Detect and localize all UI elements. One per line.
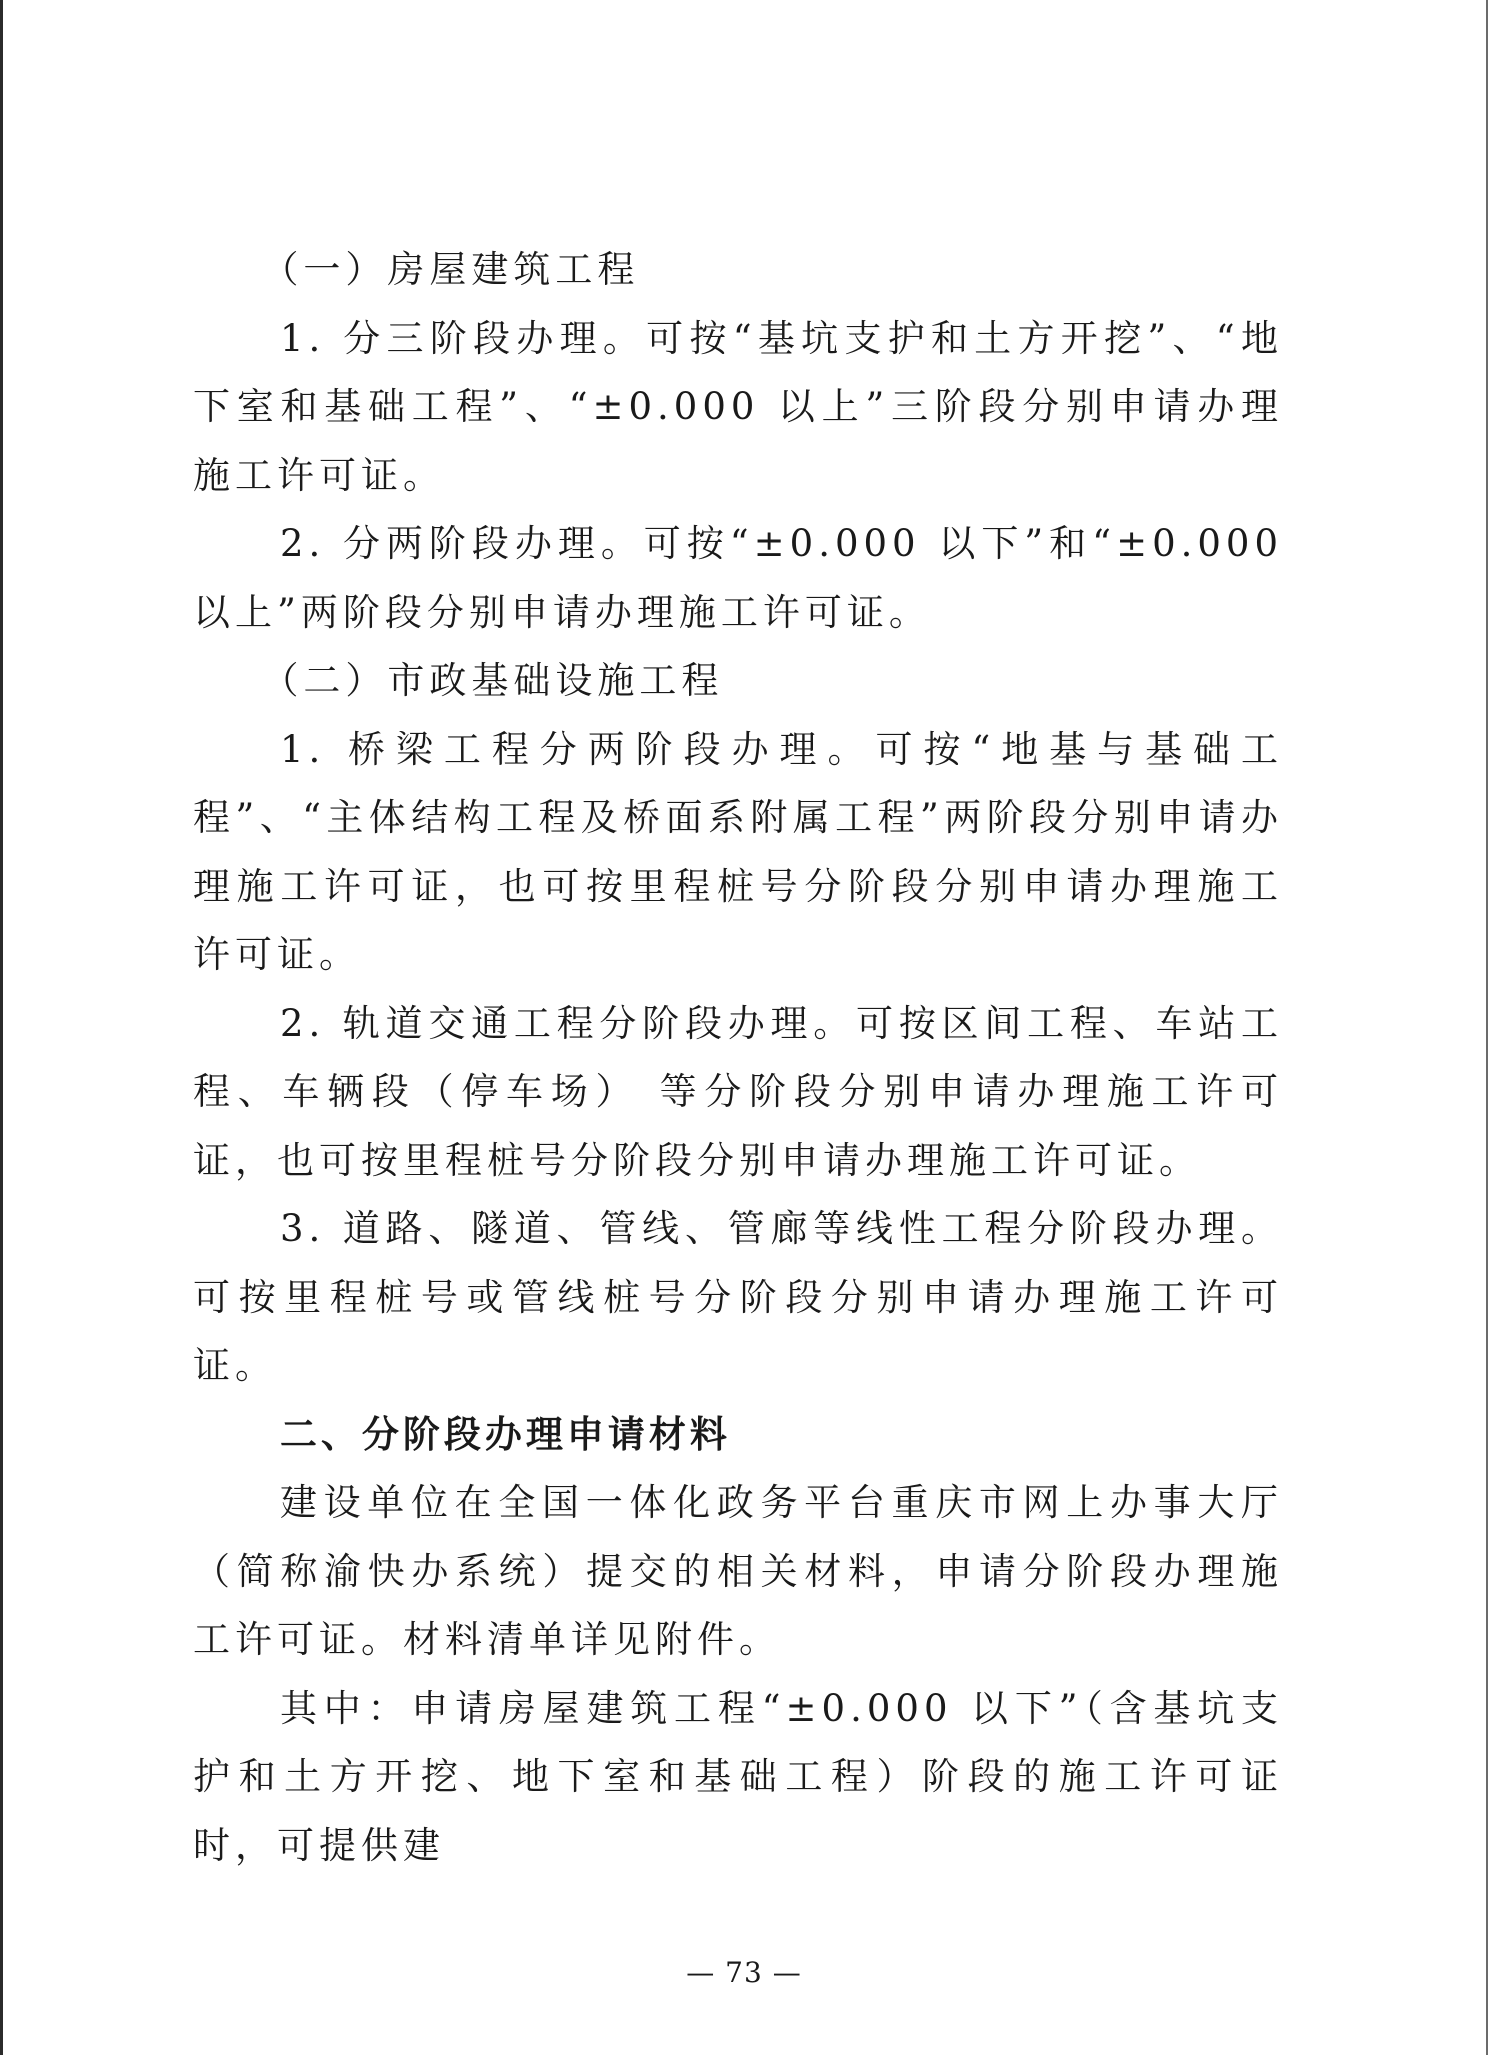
paragraph-submission: 建设单位在全国一体化政务平台重庆市网上办事大厅（简称渝快办系统）提交的相关材料，申请分阶段办理施工许可证。材料清单详见附件。 [193, 1481, 1283, 1661]
subheading-housing-construction: （一）房屋建筑工程 [261, 248, 640, 291]
paragraph-bridge: 1. 桥梁工程分两阶段办理。可按“地基与基础工程”、“主体结构工程及桥面系附属工程”两阶段分别申请办理施工许可证，也可按里程桩号分阶段分别申请办理施工许可证。 [193, 727, 1283, 976]
paragraph-linear-works: 3. 道路、隧道、管线、管廊等线性工程分阶段办理。可按里程桩号或管线桩号分阶段分别申请办理施工许可证。 [193, 1207, 1283, 1387]
page-number: — 73 — [686, 1956, 802, 1989]
document-body [193, 236, 1283, 1880]
subheading-municipal-infrastructure: （二）市政基础设施工程 [261, 659, 724, 702]
paragraph-two-stage: 2. 分两阶段办理。可按“±0.000 以下”和“±0.000 以上”两阶段分别申请办理施工许可证。 [193, 522, 1283, 634]
heading-application-materials: 二、分阶段办理申请材料 [279, 1412, 731, 1456]
page-edge-left [0, 0, 3, 2055]
paragraph-below-ground-stage: 其中：申请房屋建筑工程“±0.000 以下”（含基坑支护和土方开挖、地下室和基础工程）阶段的施工许可证时，可提供建 [193, 1686, 1283, 1867]
paragraph-rail-transit: 2. 轨道交通工程分阶段办理。可按区间工程、车站工程、车辆段（停车场） 等分阶段分别申请办理施工许可证，也可按里程桩号分阶段分别申请办理施工许可证。 [193, 1001, 1283, 1182]
paragraph-three-stage: 1. 分三阶段办理。可按“基坑支护和土方开挖”、“地下室和基础工程”、“±0.000 以上”三阶段分别申请办理施工许可证。 [193, 316, 1283, 497]
